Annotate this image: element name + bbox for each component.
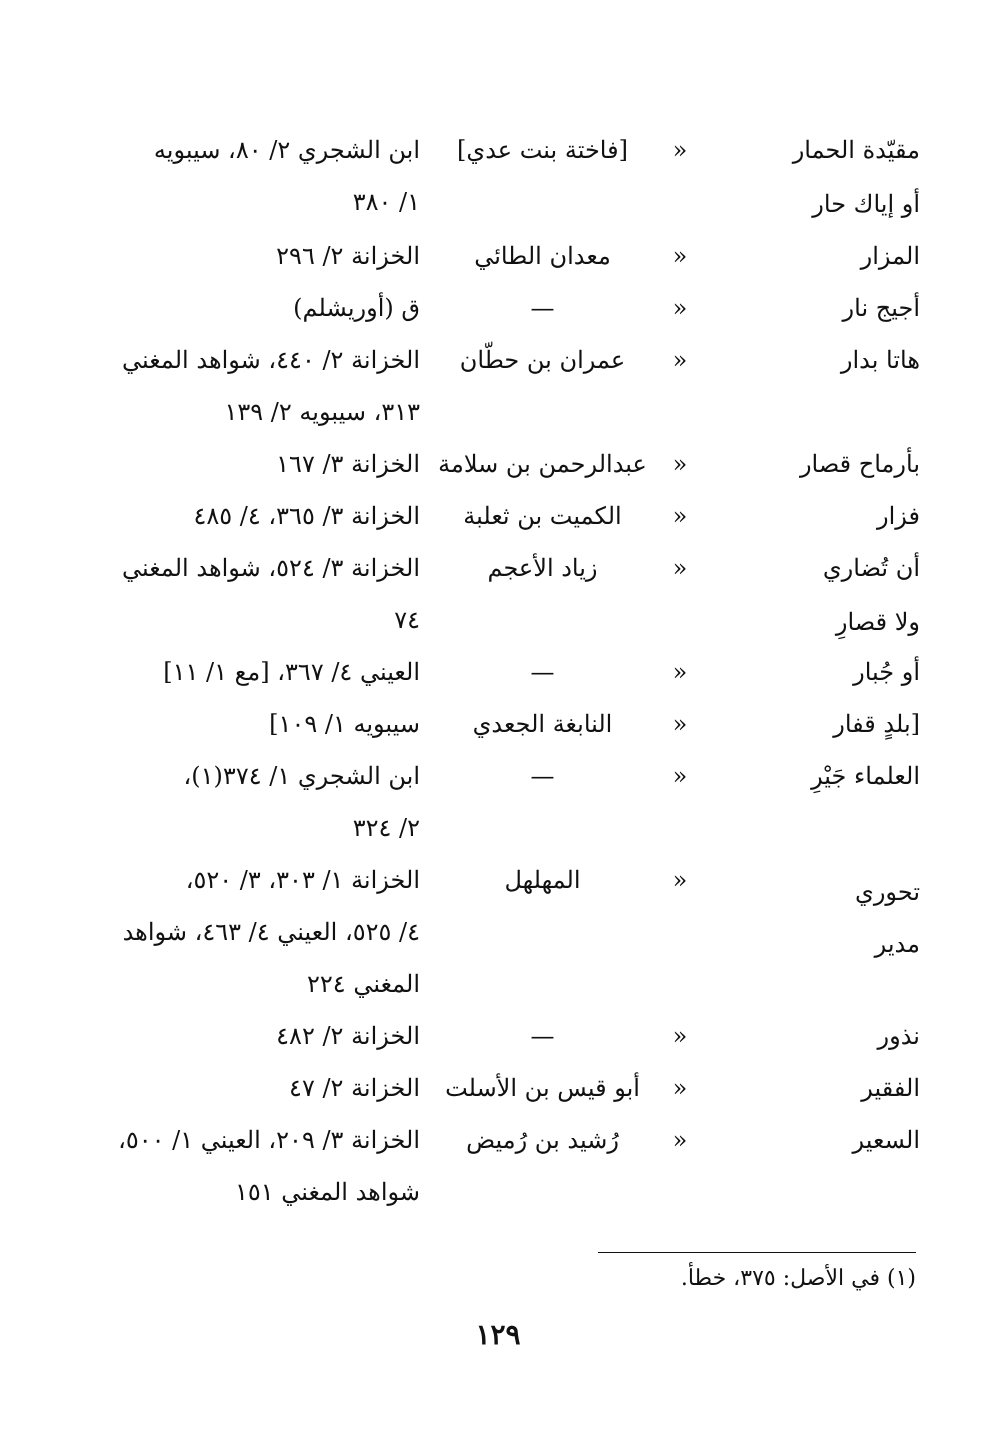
rhyme-word: العلماء جَيْرِ [811,762,920,790]
index-row [60,646,920,698]
source-line: الخزانة ٢/ ٤٤٠، شواهد المغني [122,346,420,374]
source-line: سيبويه ١/ ١٠٩] [269,710,420,738]
source-line: ١/ ٣٨٠ [352,188,420,216]
ditto-mark: « [672,294,688,322]
index-row [60,854,920,998]
ditto-mark: « [672,1126,688,1154]
rhyme-word: بأرماح قصار [799,450,920,478]
source-reference [80,438,420,490]
rhyme-word: ولا قصارِ [835,608,920,636]
ditto-mark: « [672,710,688,738]
source-reference [80,490,420,542]
source-line: الخزانة ١/ ٣٠٣، ٣/ ٥٢٠، [185,866,420,894]
source-line: ٤/ ٥٢٥، العيني ٤/ ٤٦٣، شواهد [122,918,420,946]
rhyme-word: مقيّدة الحمار [792,136,920,164]
source-line: المغني ٢٢٤ [307,970,420,998]
source-line: ابن الشجري ١/ ٣٧٤(١)، [183,762,420,790]
ditto-mark: « [672,762,688,790]
source-reference [80,1062,420,1114]
ditto-mark: « [672,554,688,582]
index-row [60,750,920,842]
poet-name: الكميت بن ثعلبة [463,502,622,530]
source-line: ق (أوريشلم) [293,294,420,322]
source-reference [80,750,420,842]
rhyme-word: أجيج نار [842,294,920,322]
ditto-mark: « [672,1074,688,1102]
source-reference [80,698,420,750]
source-line: الخزانة ٢/ ٤٧ [289,1074,420,1102]
ditto-mark [670,596,690,648]
source-reference [80,542,420,634]
source-reference [80,1114,420,1206]
index-row [60,698,920,750]
ditto-mark: « [672,502,688,530]
source-reference [80,124,420,216]
source-reference [80,646,420,698]
index-row [60,1114,920,1206]
source-line: العيني ٤/ ٣٦٧، [مع ١/ ١١] [163,658,420,686]
index-row [60,282,920,334]
source-reference [80,596,420,648]
rhyme-word: تحوري مدير [855,878,920,958]
rhyme-word: أن تُضاري [822,554,920,582]
source-reference [80,230,420,282]
rhyme-word: الفقير [861,1074,920,1102]
rhyme-word: المزار [860,242,920,270]
ditto-mark: « [672,1022,688,1050]
index-row [60,596,920,648]
source-line: ٧٤ [394,606,420,634]
source-reference [80,854,420,998]
rhyme-word: هاتا بدار [840,346,920,374]
source-line: ٣١٣، سيبويه ٢/ ١٣٩ [224,398,420,426]
poet-name: النابغة الجعدي [472,710,613,738]
footnote: (١) في الأصل: ٣٧٥، خطأ. [680,1266,916,1291]
rhyme-word: أو جُبار [853,658,920,686]
poet-name [420,178,665,230]
source-line: الخزانة ٣/ ١٦٧ [276,450,420,478]
poet-name: زياد الأعجم [487,554,598,582]
source-reference [80,1010,420,1062]
index-row [60,178,920,230]
poet-name: — [530,1022,555,1050]
poet-name: — [530,762,555,790]
index-row [60,490,920,542]
source-line: شواهد المغني ١٥١ [234,1178,420,1206]
ditto-mark: « [672,136,688,164]
source-reference [80,334,420,426]
rhyme-word: [بلدٍ قفار [833,710,920,738]
ditto-mark: « [672,866,688,894]
poet-name: — [530,294,555,322]
source-line: الخزانة ٢/ ٤٨٢ [276,1022,420,1050]
ditto-mark: « [672,346,688,374]
page-number: ١٢٩ [475,1318,521,1351]
rhyme-word: أو إياك حار [812,190,920,218]
poet-name: رُشيد بن رُميض [466,1126,619,1154]
ditto-mark: « [672,658,688,686]
poet-name: [فاختة بنت عدي] [457,136,628,164]
index-row [60,334,920,426]
rhyme-word: السعير [852,1126,920,1154]
poet-name: عبدالرحمن بن سلامة [438,450,647,478]
index-row [60,1062,920,1114]
source-reference [80,178,420,230]
poet-name: — [530,658,555,686]
rhyme-word: نذور [877,1022,920,1050]
footnote-separator [598,1252,916,1253]
source-line: ٢/ ٣٢٤ [352,814,420,842]
ditto-mark [670,178,690,230]
ditto-mark: « [672,242,688,270]
poet-name: عمران بن حطّان [459,346,626,374]
source-line: الخزانة ٣/ ٥٢٤، شواهد المغني [122,554,420,582]
ditto-mark: « [672,450,688,478]
source-line: الخزانة ٣/ ٣٦٥، ٤/ ٤٨٥ [193,502,420,530]
source-reference [80,282,420,334]
poet-name [420,596,665,648]
index-row [60,1010,920,1062]
source-line: الخزانة ٢/ ٢٩٦ [276,242,420,270]
rhyme-word: فزار [877,502,920,530]
source-line: ابن الشجري ٢/ ٨٠، سيبويه [153,136,420,164]
source-line: الخزانة ٣/ ٢٠٩، العيني ١/ ٥٠٠، [118,1126,420,1154]
poet-name: المهلهل [504,866,581,894]
poet-name: معدان الطائي [474,242,611,270]
poet-name: أبو قيس بن الأسلت [445,1074,640,1102]
index-row [60,230,920,282]
index-row [60,438,920,490]
